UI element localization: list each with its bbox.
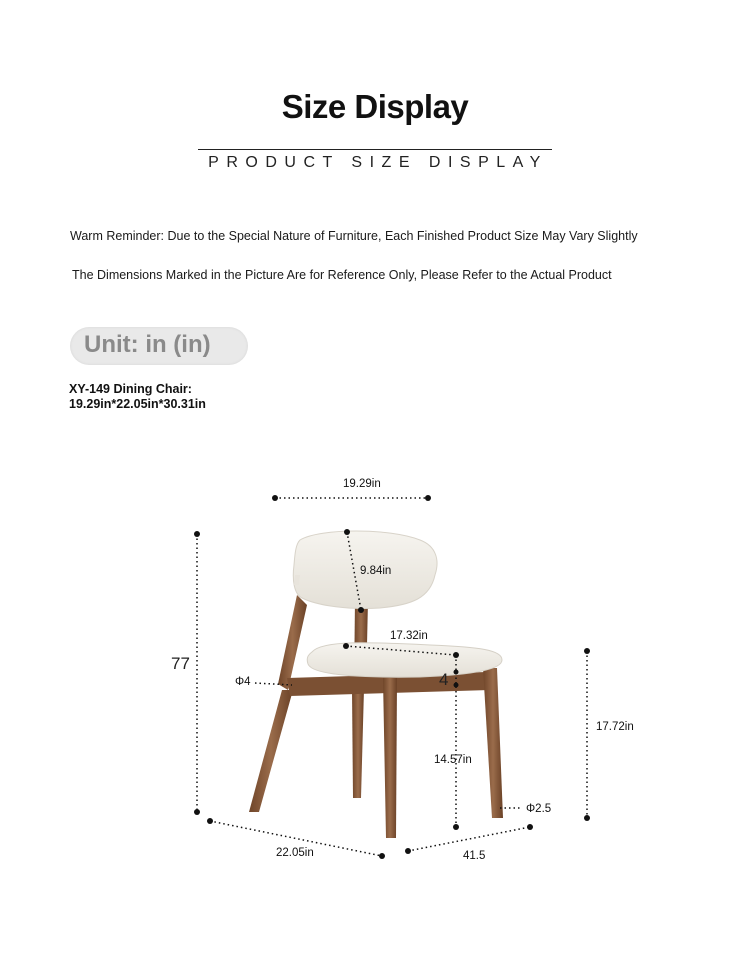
front-right-leg [483,668,503,818]
seat-cushion [307,643,502,677]
dim-backrest-width: 19.29in [343,478,381,490]
dim-foot-diameter: Φ2.5 [526,803,552,815]
unit-label: Unit: in (in) [84,331,211,358]
dim-backrest-height: 9.84in [360,565,392,577]
reminder-line-1: Warm Reminder: Due to the Special Nature of Furniture, Each Finished Product Size May Vary Slightly [70,229,638,243]
dim-seat-depth: 17.32in [390,630,428,642]
dim-total-depth: 22.05in [276,847,314,859]
dim-leg-span: 41.5 [463,850,486,862]
dim-front-leg-diameter: Φ4 [235,676,251,688]
dim-total-height: 77 [171,654,190,673]
back-support [278,595,307,690]
dim-seat-to-stretcher: 14.57in [434,754,472,766]
product-dimensions: 19.29in*22.05in*30.31in [69,397,206,411]
front-left-leg [383,678,397,838]
product-model: XY-149 Dining Chair: [69,382,192,396]
page-subtitle: PRODUCT SIZE DISPLAY [208,154,548,171]
dim-seat-thickness: 4 [439,670,449,689]
reminder-line-2: The Dimensions Marked in the Picture Are for Reference Only, Please Refer to the Actual Product [72,268,612,282]
page-title: Size Display [281,88,469,125]
rear-left-leg [249,690,293,812]
rear-right-leg [352,688,364,798]
dim-seat-height: 17.72in [596,721,634,733]
